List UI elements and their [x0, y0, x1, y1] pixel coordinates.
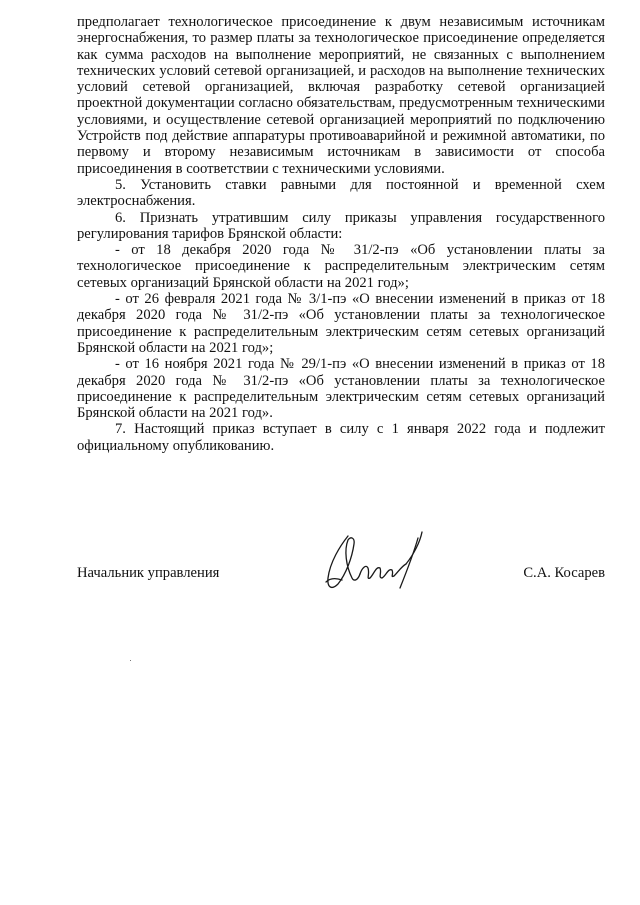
paragraph-item-7: 7. Настоящий приказ вступает в силу с 1 января 2022 года и подлежит официальному опубликованию. — [77, 421, 605, 454]
document-body — [77, 14, 605, 454]
paragraph-item-6: 6. Признать утратившим силу приказы управления государственного регулирования тарифов Брянской области: — [77, 209, 605, 242]
scan-speck — [130, 660, 131, 661]
paragraph-item-5: 5. Установить ставки равными для постоянной и временной схем электроснабжения. — [77, 176, 605, 210]
paragraph-repealed-order-2: - от 26 февраля 2021 года № 3/1-пэ «О внесении изменений в приказ от 18 декабря 2020 года № 31/2-пэ «Об установлении платы за технологическое присоединение к распределительным электрическим сетям сетевых организаций Брянской области на 2021 год»; — [77, 291, 605, 356]
signatory-title: Начальник управления — [77, 565, 220, 581]
paragraph-repealed-order-3: - от 16 ноября 2021 года № 29/1-пэ «О внесении изменений в приказ от 18 декабря 2020 года № 31/2-пэ «Об установлении платы за технологическое присоединение к распределительным электрическим сетям сетевых организаций Брянской области на 2021 год». — [77, 356, 605, 422]
signatory-name: С.А. Косарев — [523, 565, 605, 581]
paragraph-repealed-order-1: - от 18 декабря 2020 года № 31/2-пэ «Об установлении платы за технологическое присоединение к распределительным электрическим сетям сетевых организаций Брянской области на 2021 год»; — [77, 242, 605, 291]
handwritten-signature — [318, 528, 430, 598]
paragraph-continuation: предполагает технологическое присоединение к двум независимым источникам энергоснабжения, то размер платы за технологическое присоединение определяется как сумма расходов на выполнение мероприятий, не связанных с выполнением технических условий сетевой организацией, и расходов на выполнение технических условий сетевой организацией, включая разработку сетевой организацией проектной документации согласно обязательствам, предусмотренным техническими условиями, и осуществление сетевой организацией мероприятий по подключению Устройств под действие аппаратуры противоаварийной и режимной автоматики, по первому и второму независимым источникам в зависимости от способа присоединения в соответствии с техническими условиями. — [77, 14, 605, 177]
